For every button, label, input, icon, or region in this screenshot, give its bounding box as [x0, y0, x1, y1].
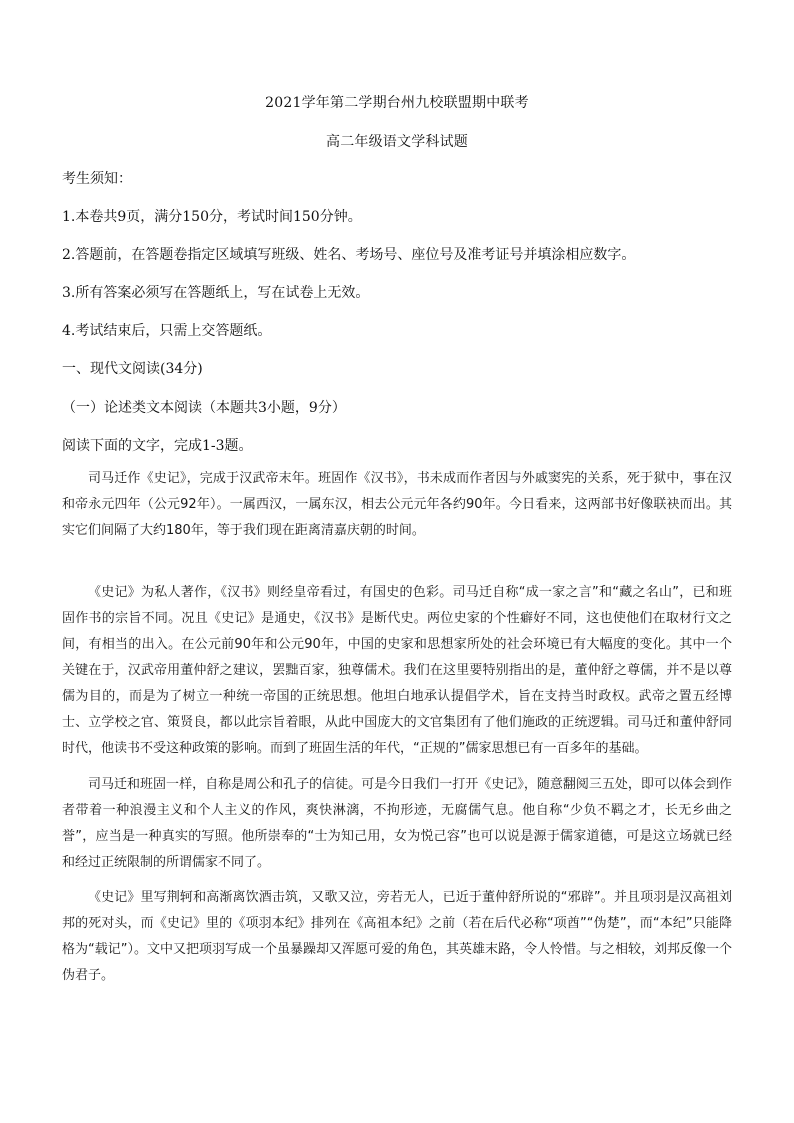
exam-subtitle: 高二年级语文学科试题: [326, 134, 468, 150]
reading-instruction: 阅读下面的文字，完成1-3题。: [62, 438, 253, 454]
notice-heading: 考生须知：: [62, 171, 132, 187]
notice-item-4: 4.考试结束后，只需上交答题纸。: [62, 323, 272, 339]
section-subtitle: （一）论述类文本阅读（本题共3小题，9分）: [62, 400, 346, 416]
notice-item-2: 2.答题前，在答题卷指定区域填写班级、姓名、考场号、座位号及准考证号并填涂相应数字。: [62, 247, 636, 263]
passage-paragraph-2: 《史记》为私人著作，《汉书》则经皇帝看过，有国史的色彩。司马迁自称“成一家之言”和“藏之名山”，已和班固作书的宗旨不同。况且《史记》是通史，《汉书》是断代史。两位史家的个性癖好不同，这也使他们在取材行文之间，有相当的出入。在公元前90年和公元90年，中国的史家和思想家所处的社会环境已有大幅度的变化。其中一个关键在于，汉武帝用董仲舒之建议，罢黜百家，独尊儒术。我们在这里要特别指出的是，董仲舒之尊儒，并不是以尊儒为目的，而是为了树立一种统一帝国的正统思想。他坦白地承认提倡学术，旨在支持当时政权。武帝之置五经博士、立学校之官、策贤良，都以此宗旨着眼，从此中国庞大的文官集团有了他们施政的正统逻辑。司马迁和董仲舒同时代，他读书不受这种政策的影响。而到了班固生活的年代，“正规的”儒家思想已有一百多年的基础。: [62, 585, 732, 756]
passage-paragraph-1: 司马迁作《史记》，完成于汉武帝末年。班固作《汉书》，书未成而作者因与外戚窦宪的关系，死于狱中，事在汉和帝永元四年（公元92年）。一属西汉，一属东汉，相去公元元年各约90年。今日看来，这两部书好像联袂而出。其实它们间隔了大约180年，等于我们现在距离清嘉庆朝的时间。: [62, 471, 732, 538]
notice-item-3: 3.所有答案必须写在答题纸上，写在试卷上无效。: [62, 285, 370, 301]
exam-title: 2021学年第二学期台州九校联盟期中联考: [265, 95, 529, 111]
section-title: 一、现代文阅读(34分): [62, 361, 203, 377]
notice-item-1: 1.本卷共9页，满分150分，考试时间150分钟。: [62, 209, 362, 225]
passage-paragraph-3: 司马迁和班固一样，自称是周公和孔子的信徒。可是今日我们一打开《史记》，随意翻阅三五处，即可以体会到作者带着一种浪漫主义和个人主义的作风，爽快淋漓，不拘形迹，无腐儒气息。他自称“少负不羁之才，长无乡曲之誉”，应当是一种真实的写照。他所崇奉的“士为知己用，女为悦己容”也可以说是源于儒家道德，可是这立场就已经和经过正统限制的所谓儒家不同了。: [62, 777, 732, 870]
passage-paragraph-4: 《史记》里写荆轲和高渐离饮酒击筑，又歌又泣，旁若无人，已近于董仲舒所说的“邪辟”。并且项羽是汉高祖刘邦的死对头，而《史记》里的《项羽本纪》排列在《高祖本纪》之前（若在后代必称“项酋”“伪楚”，而“本纪”只能降格为“载记”）。文中又把项羽写成一个虽暴躁却又浑愿可爱的角色，其英雄末路，令人怜惜。与之相较，刘邦反像一个伪君子。: [62, 890, 732, 983]
